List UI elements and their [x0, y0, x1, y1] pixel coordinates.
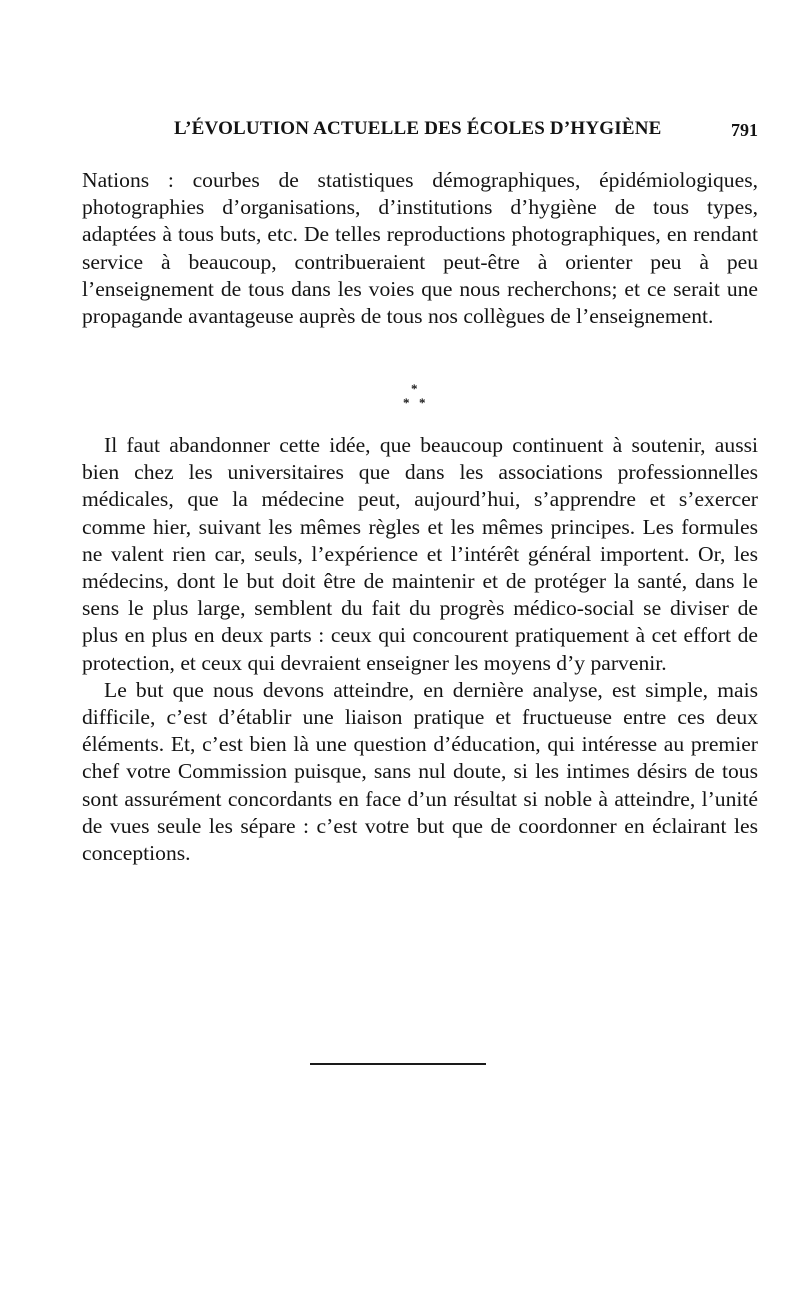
running-title: L’ÉVOLUTION ACTUELLE DES ÉCOLES D’HYGIÈNE: [174, 118, 662, 139]
asterism-star-right: *: [419, 395, 426, 410]
end-rule: [310, 1063, 486, 1065]
paragraph-2: Il faut abandonner cette idée, que beaucoup continuent à soutenir, aussi bien chez les universitaires que dans les associations professionnelles médicales, que la médecine peut, aujourd’hui, s’apprendre et s’exercer comme hier, suivant les mêmes règles et les mêmes principes. Les formules ne valent rien car, seuls, l’expérience et l’intérêt général importent. Or, les médecins, dont le but doit être de maintenir et de protéger la santé, dans le sens le plus large, semblent du fait du progrès médico-social se diviser de plus en plus en deux parts : ceux qui concourent pratiquement à cet effort de protection, et ceux qui devraient enseigner les moyens d’y parvenir.: [82, 433, 758, 675]
paragraph-1: Nations : courbes de statistiques démographiques, épidémiologiques, photographies d’organisations, d’institutions d’hygiène de tous types, adaptées à tous buts, etc. De telles reproductions photographiques, en rendant service à beaucoup, contribueraient peut-être à orienter peu à peu l’enseignement de tous dans les voies que nous recherchons; et ce serait une propagande avantageuse auprès de tous nos collègues de l’enseignement.: [82, 168, 758, 329]
asterism-star-left: *: [403, 395, 410, 410]
paragraph-3: Le but que nous devons atteindre, en dernière analyse, est simple, mais difficile, c’est d’établir une liaison pratique et fructueuse entre ces deux éléments. Et, c’est bien là une question d’éducation, qui intéresse au premier chef votre Commission puisque, sans nul doute, si les intimes désirs de tous sont assurément concordants en face d’un résultat si noble à atteindre, l’unité de vues seule les sépare : c’est votre but que de coordonner en éclairant les conceptions.: [82, 677, 758, 866]
asterism-star-top: *: [411, 381, 418, 396]
asterism-separator: [392, 382, 448, 416]
page-number: 791: [731, 120, 758, 140]
text-block-bottom: [82, 432, 758, 867]
running-header: [82, 118, 758, 146]
text-block-top: [82, 167, 758, 330]
